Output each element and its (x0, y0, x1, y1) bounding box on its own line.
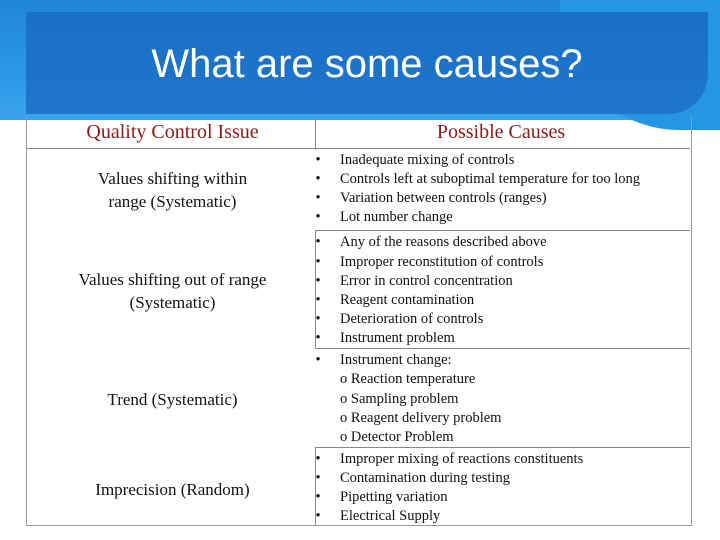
issue-label: Values shifting within range (Systematic) (97, 169, 248, 211)
issue-label: Trend (Systematic) (107, 390, 238, 409)
row-divider (315, 230, 690, 231)
issue-label: Imprecision (Random) (95, 480, 250, 499)
subcause-item: o Detector Problem (340, 429, 454, 445)
subcause-item: o Sampling problem (340, 391, 459, 407)
column-header-causes: Possible Causes (436, 121, 566, 143)
issue-label: Values shifting out of range (Systematic) (78, 270, 267, 312)
slide-title: What are some causes? (151, 42, 583, 86)
subcause-item: o Reagent delivery problem (340, 410, 502, 426)
subcause-item: o Reaction temperature (340, 371, 476, 387)
header-rule (26, 148, 690, 149)
header-divider (315, 116, 316, 150)
column-header-issue: Quality Control Issue (86, 121, 259, 143)
